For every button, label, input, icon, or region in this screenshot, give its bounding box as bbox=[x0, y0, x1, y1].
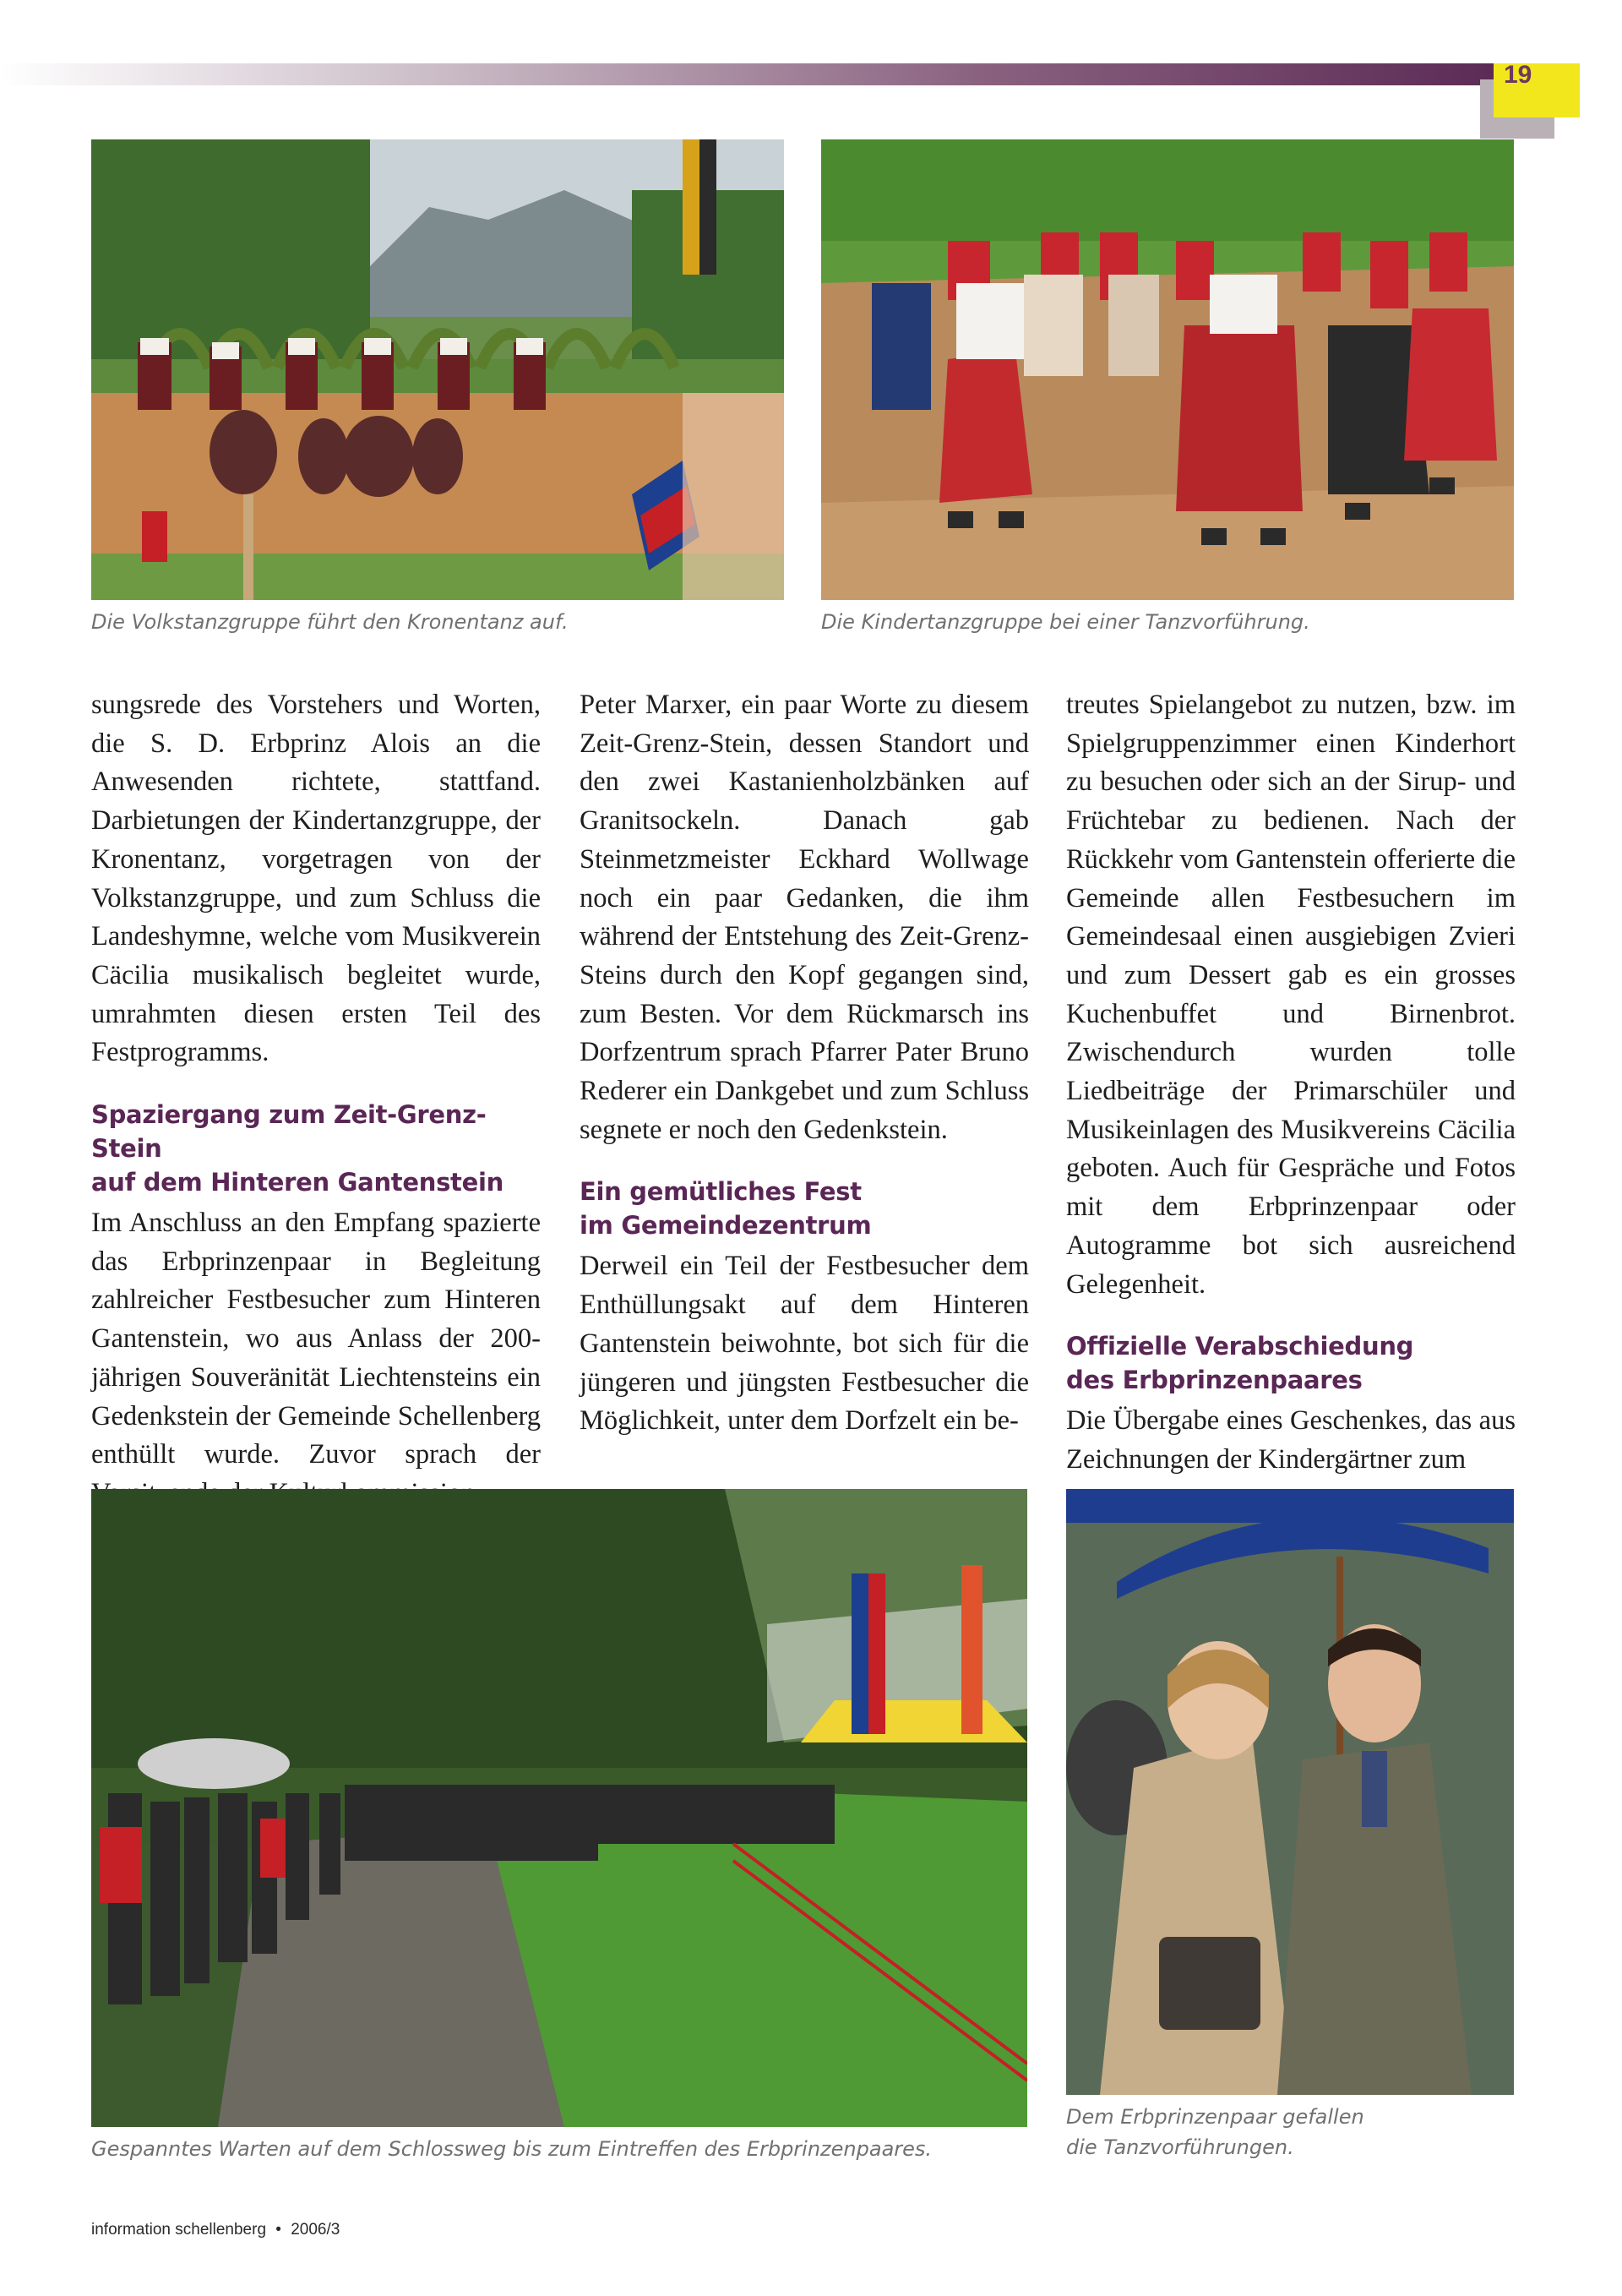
column-1-paragraph-2: Im Anschluss an den Empfang spazierte das Erbprinzenpaar in Begleitung zahlreicher Festbesucher zum Hinteren Gantenstein, wo aus Anlass der 200-jährigen Souveränität Liechtensteins ein Gedenkstein der Gemeinde Schellenberg enthüllt wurde. Zuvor sprach der bbox=[91, 1208, 541, 1470]
column-3-paragraph-2: Die Übergabe eines Geschenkes, das aus Zeichnungen der Kindergärtner zum bbox=[1066, 1405, 1516, 1475]
page-number: 19 bbox=[1504, 61, 1532, 89]
article-column-3 bbox=[1066, 686, 1516, 1480]
photo-folk-dance-group bbox=[91, 139, 784, 600]
caption-erbprinzenpaar: Dem Erbprinzenpaar gefallen die Tanzvorführungen. bbox=[1066, 2105, 1364, 2159]
article-column-1 bbox=[91, 686, 541, 1513]
heading-verabschiedung: Offizielle Verabschiedung des Erbprinzenpaares bbox=[1066, 1332, 1414, 1395]
heading-gemuetliches-fest: Ein gemütliches Fest im Gemeindezentrum bbox=[580, 1177, 872, 1241]
column-3-paragraph-1: treutes Spielangebot zu nutzen, bzw. im Spielgruppenzimmer einen Kinderhort zu besuchen oder sich an der Sirup- und Früchtebar zu bedienen. Nach der Rückkehr vom Gantenstein offerierte die Gemeinde allen Festbesuchern im Gemeindesaal einen ausgiebigen Zvieri und zum Dessert gab es ein grosses Kuchenbuffet und Birnenbrot. Zwischendurch wurden tolle Liedbeiträge der Primarschüler und Musikeinlagen des Musikvereins Cäcilia geboten. Auch für Gespräche und Fotos mit dem Erbprinzenpaar oder Autogramme bot sich ausreichend Gelegenheit. bbox=[1066, 690, 1516, 1300]
caption-crowd-schlossweg: Gespanntes Warten auf dem Schlossweg bis zum Eintreffen des Erbprinzenpaares. bbox=[91, 2137, 933, 2161]
photo-crowd-schlossweg bbox=[91, 1489, 1027, 2127]
column-1-paragraph-1: sungsrede des Vorstehers und Worten, die S. D. Erbprinz Alois an die Anwesenden richtete, stattfand. Darbietungen der Kindertanzgruppe, der Kronentanz, vorgetragen von der Volkstanzgruppe, und zum Schluss die Landeshymne, welche vom Musikverein Cäcilia musikalisch begleitet wurde, umrahmten diesen ersten Teil des Festprogramms. bbox=[91, 690, 541, 1068]
footer bbox=[91, 2221, 340, 2239]
photo-erbprinzenpaar bbox=[1066, 1489, 1514, 2095]
column-2-paragraph-1: Peter Marxer, ein paar Worte zu diesem Zeit-Grenz-Stein, dessen Standort und den zwei Kastanienholzbänken auf Granitsockeln. Danach gab Steinmetzmeister Eckhard Wollwage noch ein paar Gedanken, die ihm während der Entstehung des Zeit-Grenz-Steins durch den Kopf gegangen sind, zum Besten. Vor dem Rückmarsch ins Dorfzentrum sprach Pfarrer Pater Bruno Rederer ein Dankgebet und zum Schluss segnete er noch den Gedenkstein. bbox=[580, 690, 1029, 1145]
heading-spaziergang: Spaziergang zum Zeit-Grenz-Stein auf dem Hinteren Gantenstein bbox=[91, 1100, 503, 1197]
footer-separator: • bbox=[275, 2221, 281, 2239]
article-column-2 bbox=[580, 686, 1029, 1441]
caption-folk-dance-group: Die Volkstanzgruppe führt den Kronentanz auf. bbox=[91, 610, 569, 634]
header-gradient-bar bbox=[0, 63, 1504, 85]
footer-issue: 2006/3 bbox=[291, 2221, 340, 2239]
caption-children-dance-group: Die Kindertanzgruppe bei einer Tanzvorführung. bbox=[821, 610, 1310, 634]
footer-publication: information schellenberg bbox=[91, 2221, 267, 2239]
photo-children-dance-group bbox=[821, 139, 1514, 600]
column-2-paragraph-2: Derweil ein Teil der Festbesucher dem Enthüllungsakt auf dem Hinteren Gantenstein beiwohnte, bot sich für die jüngeren und jüngsten Festbesucher die Möglichkeit, unter dem Dorfzelt ein be- bbox=[580, 1251, 1029, 1437]
